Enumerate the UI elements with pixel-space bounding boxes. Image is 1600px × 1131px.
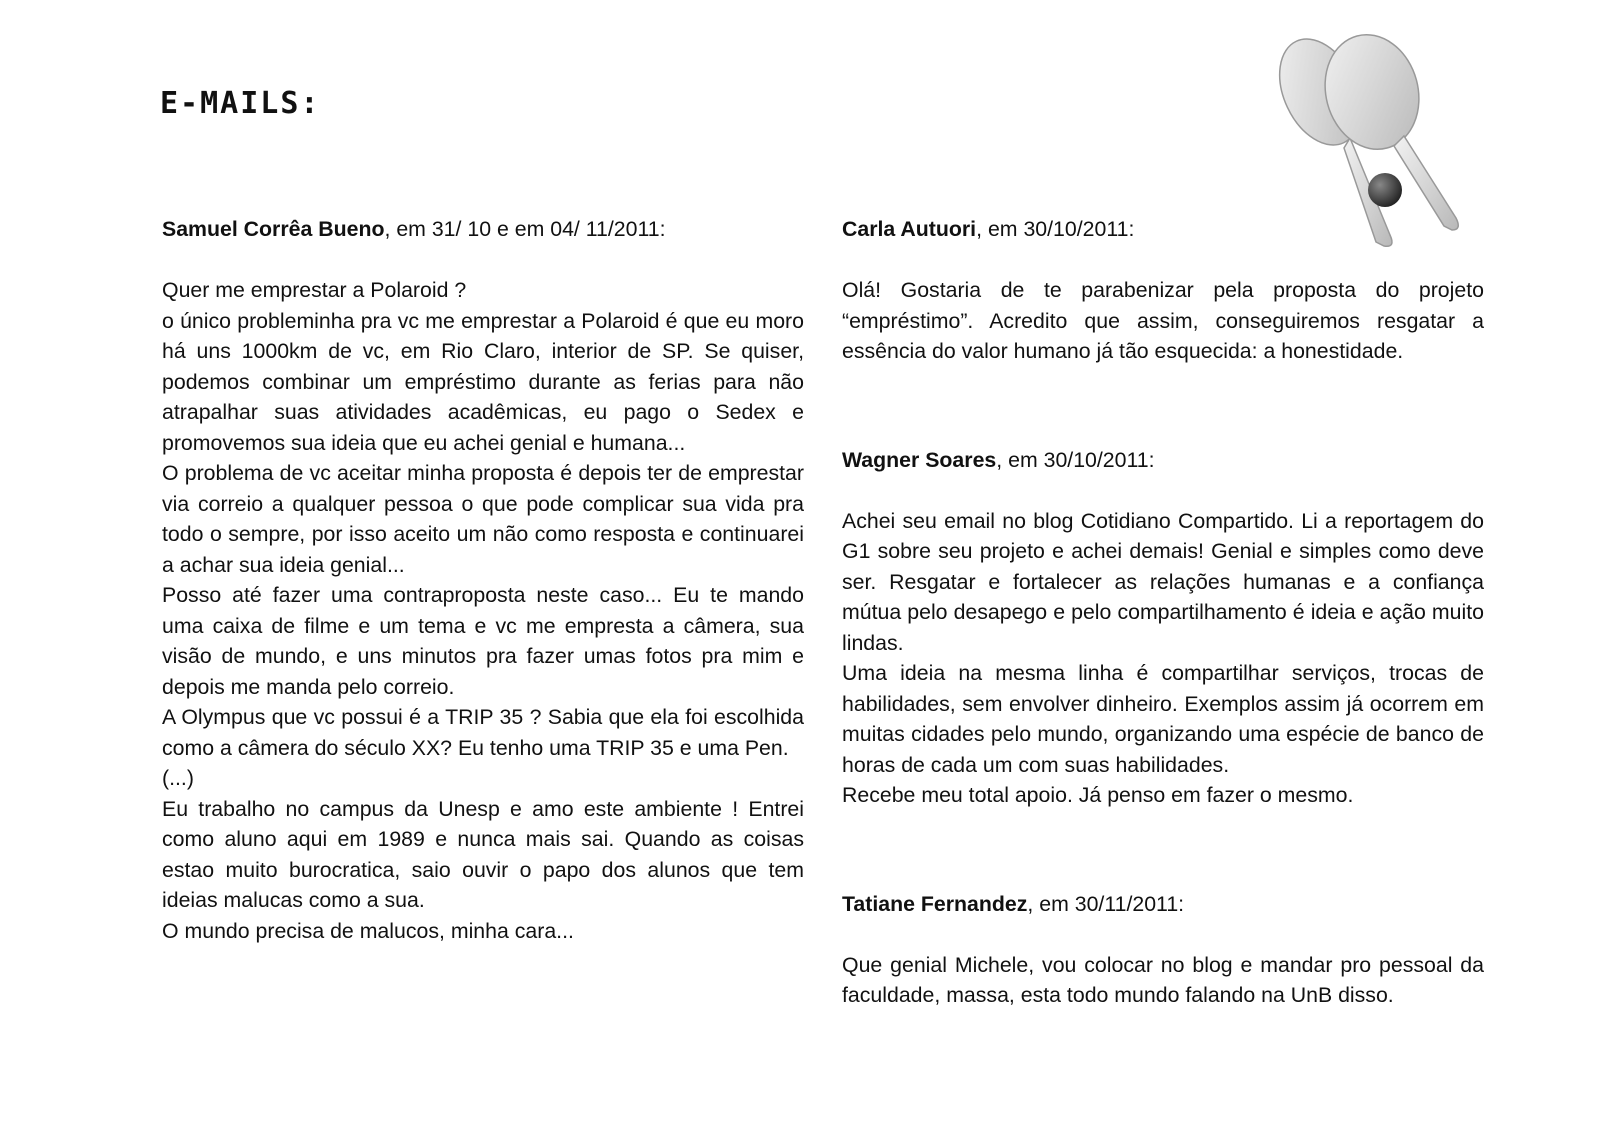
- email-paragraph: Recebe meu total apoio. Já penso em fazer o mesmo.: [842, 783, 1354, 807]
- email-paragraph: Posso até fazer uma contraproposta neste caso... Eu te mando uma caixa de filme e um tema e vc me empresta a câmera, sua visão de mundo, e uns minutos pra fazer umas fotos pra mim e depois me manda pelo correio.: [162, 583, 804, 699]
- page-title: E-MAILS:: [160, 86, 321, 121]
- email-paragraph: Quer me emprestar a Polaroid ?: [162, 278, 467, 302]
- right-column: [842, 214, 1484, 1011]
- email-header: [842, 889, 1484, 920]
- email-paragraph: A Olympus que vc possui é a TRIP 35 ? Sabia que ela foi escolhida como a câmera do século XX? Eu tenho uma TRIP 35 e uma Pen.: [162, 705, 804, 760]
- email-paragraph: Que genial Michele, vou colocar no blog e mandar pro pessoal da faculdade, massa, esta todo mundo falando na UnB disso.: [842, 952, 1484, 1007]
- email-body: [842, 506, 1484, 811]
- email-paragraph: Eu trabalho no campus da Unesp e amo este ambiente ! Entrei como aluno aqui em 1989 e nunca mais sai. Quando as coisas estao muito burocratica, saio ouvir o papo dos alunos que tem ideias malucas como a sua.: [162, 796, 804, 912]
- email-paragraph: O mundo precisa de malucos, minha cara...: [162, 918, 574, 943]
- email-meta: , em 30/10/2011:: [996, 447, 1155, 472]
- ball: [1368, 173, 1402, 207]
- email-author: Carla Autuori: [842, 217, 977, 241]
- email-paragraph: (...): [162, 766, 194, 790]
- email-body: [162, 275, 804, 946]
- email-meta: , em 30/11/2011:: [1027, 891, 1185, 916]
- left-column: [162, 214, 804, 946]
- email-author: Tatiane Fernandez: [842, 891, 1028, 916]
- email-meta: , em 31/ 10 e em 04/ 11/2011:: [384, 217, 666, 241]
- email-meta: , em 30/10/2011:: [976, 217, 1135, 241]
- email-body: [842, 275, 1484, 367]
- email-header: [162, 214, 804, 245]
- email-paragraph: Achei seu email no blog Cotidiano Compartido. Li a reportagem do G1 sobre seu projeto e achei demais! Genial e simples como deve ser. Resgatar e fortalecer as relações humanas e a confiança mútua pelo desapego e pelo compartilhamento é ideia e ação muito lindas.: [842, 508, 1484, 655]
- email-paragraph: o único probleminha pra vc me emprestar a Polaroid é que eu moro há uns 1000km de vc, em Rio Claro, interior de SP. Se quiser, podemos combinar um empréstimo durante as ferias para não atrapalhar suas atividades acadêmicas, eu pago o Sedex e promovemos sua ideia que eu achei genial e humana...: [162, 308, 804, 455]
- email-paragraph: O problema de vc aceitar minha proposta é depois ter de emprestar via correio a qualquer pessoa o que pode complicar sua vida pra todo o sempre, por isso aceito um não como resposta e continuarei a achar sua ideia genial...: [162, 461, 804, 577]
- email-author: Wagner Soares: [842, 447, 997, 472]
- email-header: [842, 445, 1484, 476]
- email-paragraph: Olá! Gostaria de te parabenizar pela proposta do projeto “empréstimo”. Acredito que assim, conseguiremos resgatar a essência do valor humano já tão esquecida: a honestidade.: [842, 278, 1484, 363]
- email-header: [842, 214, 1484, 245]
- email-paragraph: Uma ideia na mesma linha é compartilhar serviços, trocas de habilidades, sem envolver dinheiro. Exemplos assim já ocorrem em muitas cidades pelo mundo, organizando uma espécie de banco de horas de cada um com suas habilidades.: [842, 661, 1484, 777]
- email-body: [842, 950, 1484, 1011]
- email-author: Samuel Corrêa Bueno: [162, 217, 385, 241]
